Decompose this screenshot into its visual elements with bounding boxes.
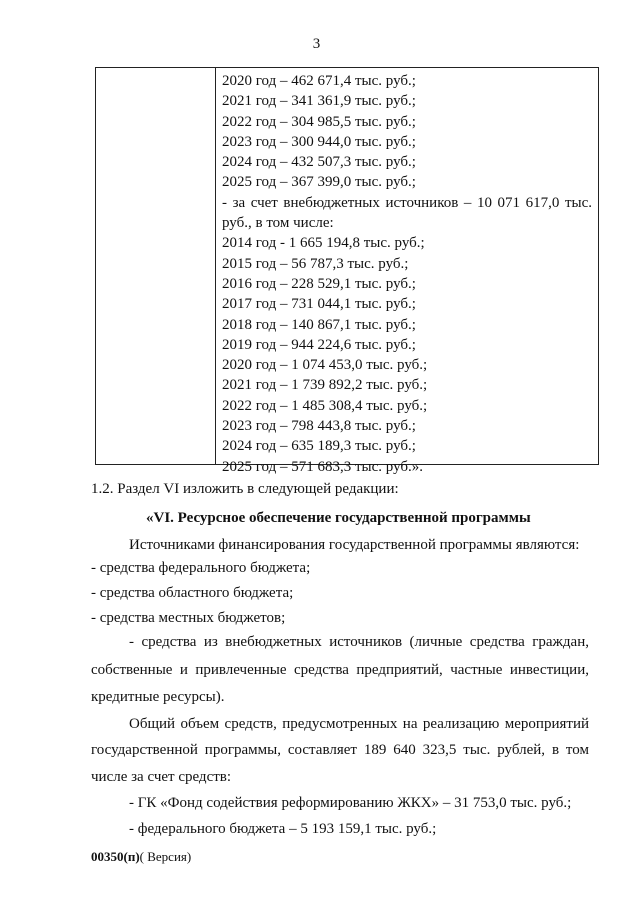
table-line: 2024 год – 635 189,3 тыс. руб.;	[222, 438, 416, 455]
funding-item: - федерального бюджета – 5 193 159,1 тыс. руб.;	[129, 821, 437, 837]
source-item: - средства федерального бюджета;	[91, 560, 311, 576]
table-line: 2014 год - 1 665 194,8 тыс. руб.;	[222, 235, 425, 252]
table-line: 2025 год – 367 399,0 тыс. руб.;	[222, 174, 416, 191]
table-line: 2022 год – 304 985,5 тыс. руб.;	[222, 113, 416, 130]
table-line: 2021 год – 341 361,9 тыс. руб.;	[222, 93, 416, 110]
paragraph-line: кредитные ресурсы).	[91, 689, 225, 705]
item-heading: 1.2. Раздел VI изложить в следующей редакции:	[91, 481, 399, 497]
table-line: 2025 год – 571 683,3 тыс. руб.».	[222, 458, 424, 475]
table-line: 2022 год – 1 485 308,4 тыс. руб.;	[222, 397, 428, 414]
source-item: - средства из внебюджетных источников (личные средства граждан,	[129, 634, 589, 650]
table-line: 2023 год – 300 944,0 тыс. руб.;	[222, 133, 416, 150]
source-item: - средства областного бюджета;	[91, 585, 294, 601]
table-line: 2017 год – 731 044,1 тыс. руб.;	[222, 296, 416, 313]
table-line: - за счет внебюджетных источников – 10 071 617,0 тыс.	[222, 194, 592, 211]
table-line: 2015 год – 56 787,3 тыс. руб.;	[222, 255, 409, 272]
document-code: 00350(п)	[91, 849, 140, 864]
table-line: 2020 год – 1 074 453,0 тыс. руб.;	[222, 357, 428, 374]
table-line: 2019 год – 944 224,6 тыс. руб.;	[222, 336, 416, 353]
sources-intro: Источниками финансирования государственной программы являются:	[129, 537, 580, 553]
table-line: руб., в том числе:	[222, 215, 334, 232]
section-heading: «VI. Ресурсное обеспечение государственной программы	[146, 510, 531, 526]
table-right-column	[216, 68, 598, 475]
table-line: 2024 год – 432 507,3 тыс. руб.;	[222, 154, 416, 171]
source-item: - средства местных бюджетов;	[91, 610, 286, 626]
funding-item: - ГК «Фонд содействия реформированию ЖКХ» – 31 753,0 тыс. руб.;	[129, 795, 572, 811]
table-line: 2018 год – 140 867,1 тыс. руб.;	[222, 316, 416, 333]
paragraph-line: числе за счет средств:	[91, 769, 232, 785]
version-label: ( Версия)	[139, 849, 192, 864]
table-line: 2021 год – 1 739 892,2 тыс. руб.;	[222, 377, 428, 394]
footer	[91, 849, 191, 865]
paragraph-line: Общий объем средств, предусмотренных на реализацию мероприятий	[129, 716, 589, 732]
paragraph-line: собственные и привлеченные средства предприятий, частные инвестиции,	[91, 662, 589, 678]
table-line: 2020 год – 462 671,4 тыс. руб.;	[222, 73, 416, 89]
page-number: 3	[312, 36, 321, 52]
paragraph-line: государственной программы, составляет 189 640 323,5 тыс. рублей, в том	[91, 742, 589, 758]
table-line: 2016 год – 228 529,1 тыс. руб.;	[222, 275, 416, 292]
funding-table	[95, 67, 599, 475]
table-line: 2023 год – 798 443,8 тыс. руб.;	[222, 418, 416, 435]
table-left-column	[96, 68, 216, 464]
